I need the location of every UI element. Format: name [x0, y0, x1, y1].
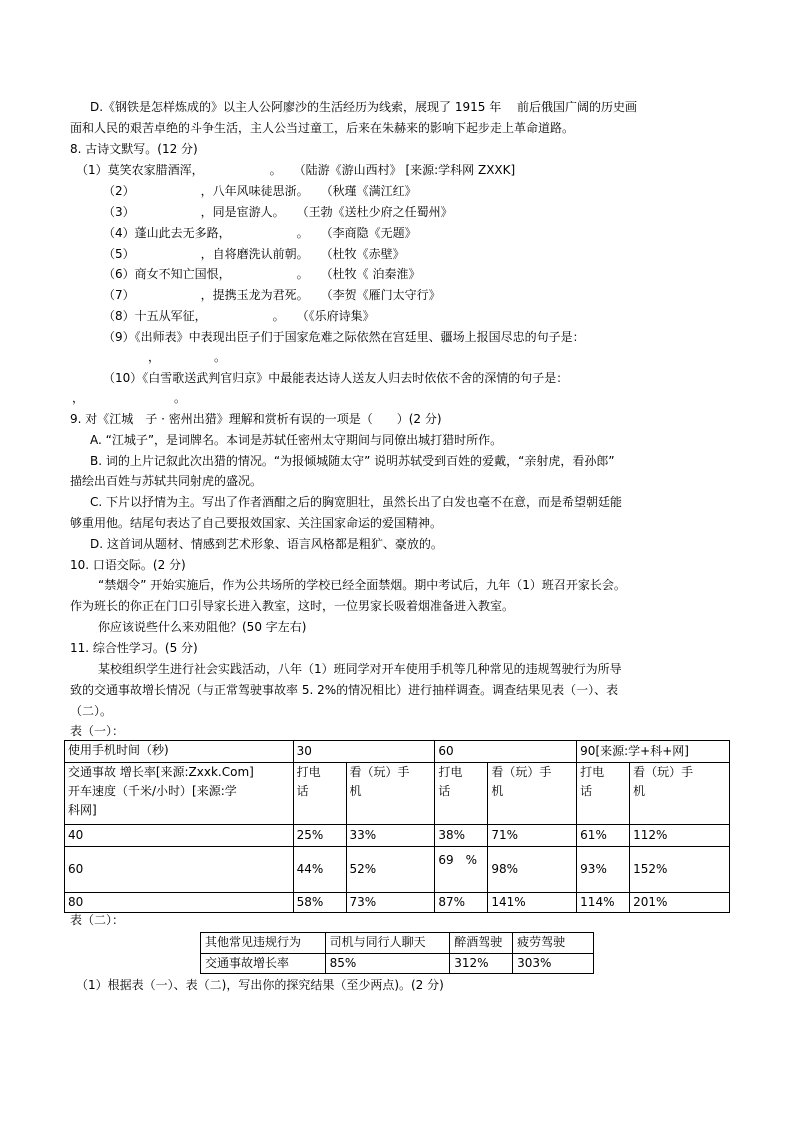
- table-cell: 61%: [577, 825, 630, 847]
- table-2-header-chat: 司机与同行人聊天: [325, 933, 450, 954]
- question-11-sub-1: （1）根据表（一）、表（二)，写出你的探究结果（至少两点)。(2 分): [76, 978, 444, 992]
- option-d-line2: 面和人民的艰苦卓绝的斗争生活，主人公当过童工，后来在朱赫来的影响下起步走上革命道路。: [70, 121, 575, 135]
- question-10-para2: 作为班长的你正在门口引导家长进入教室，这时，一位男家长吸着烟准备进入教室。: [70, 599, 515, 613]
- question-10-prompt: 你应该说些什么来劝阻他？(50 字左右): [98, 620, 307, 634]
- table-1-sub-watch-30: 看（玩）手 机: [346, 763, 435, 825]
- option-d-line1: D.《钢铁是怎样炼成的》以主人公阿廖沙的生活经历为线索，展现了 1915 年 前后俄国广阔的历史画: [90, 100, 638, 114]
- poem-item-10: （10）《白雪歌送武判官归京》中最能表达诗人送友人归去时依依不舍的深情的句子是：: [103, 371, 569, 385]
- question-9-option-b: B. 词的上片记叙此次出猎的情况。“为报倾城随太守” 说明苏轼受到百姓的爱戴，“亲射虎，看孙郎”: [90, 454, 615, 468]
- table-cell: 312%: [450, 954, 513, 974]
- table-cell: 38%: [435, 825, 488, 847]
- table-1-sub-call-60: 打电 话: [435, 763, 488, 825]
- table-cell: 112%: [630, 825, 730, 847]
- question-9-option-c-cont: 够重用他。结尾句表达了自己要报效国家、关注国家命运的爱国精神。: [70, 516, 443, 530]
- table-cell: 98%: [488, 847, 577, 893]
- table-1-speed: 80: [65, 893, 294, 913]
- table-cell: 69 %: [435, 847, 488, 893]
- poem-item-9: （9）《出师表》中表现出臣子们于国家危难之际依然在宫廷里、疆场上报国尽忠的句子是：: [103, 330, 585, 344]
- table-2-row-label: 交通事故增长率: [201, 954, 326, 974]
- poem-item-9-blank: ， 。: [148, 350, 227, 364]
- table-cell: 85%: [325, 954, 450, 974]
- table-cell: 93%: [577, 847, 630, 893]
- table-row: [65, 893, 730, 913]
- question-11-title: 11. 综合性学习。(5 分): [70, 641, 198, 655]
- table-1-speed: 60: [65, 847, 294, 893]
- table-2-header-fatigue: 疲劳驾驶: [513, 933, 594, 954]
- question-11-para2: 致的交通事故增长情况（与正常驾驶事故率 5. 2%的情况相比）进行抽样调查。调查结果见表（一）、表: [70, 683, 619, 697]
- poem-item-3: （3） ，同是宦游人。 （王勃《送杜少府之任蜀州》: [103, 205, 453, 219]
- table-2: [200, 932, 594, 974]
- table-2-header-behavior: 其他常见违规行为: [201, 933, 326, 954]
- table-cell: 52%: [346, 847, 435, 893]
- table-1-corner-time: 使用手机时间（秒): [65, 741, 294, 763]
- question-11-para3: （二）。: [70, 704, 113, 718]
- question-9-option-a: A. “江城子”，是词牌名。本词是苏轼任密州太守期间与同僚出城打猎时所作。: [90, 433, 503, 447]
- table-1: [64, 740, 730, 913]
- question-10-title: 10. 口语交际。(2 分): [70, 558, 186, 572]
- table-cell: 73%: [346, 893, 435, 913]
- table-2-label: 表（二）：: [70, 913, 125, 927]
- poem-item-8: （8）十五从军征， 。 （《乐府诗集》: [103, 309, 375, 323]
- poem-item-5: （5） ，自将磨洗认前朝。 （杜牧《赤壁》: [103, 247, 405, 261]
- table-cell: 44%: [293, 847, 346, 893]
- table-1-sub-call-30: 打电 话: [293, 763, 346, 825]
- poem-item-10-blank: ， 。: [72, 391, 187, 405]
- poem-item-6: （6）商女不知亡国恨， 。 （杜牧《 泊秦淮》: [103, 267, 421, 281]
- poem-item-7: （7） ，提携玉龙为君死。 （李贺《雁门太守行》: [103, 288, 441, 302]
- poem-item-1: （1）莫笑农家腊酒浑， 。 （陆游《游山西村》 [来源:学科网 ZXXK]: [76, 163, 516, 177]
- table-1-speed: 40: [65, 825, 294, 847]
- table-cell: 201%: [630, 893, 730, 913]
- table-2-header-drunk: 醉酒驾驶: [450, 933, 513, 954]
- table-1-time-60: 60: [435, 741, 577, 763]
- table-cell: 25%: [293, 825, 346, 847]
- question-8-title: 8. 古诗文默写。(12 分): [70, 142, 198, 156]
- table-cell: 114%: [577, 893, 630, 913]
- question-9-option-d: D. 这首词从题材、情感到艺术形象、语言风格都是粗犷、豪放的。: [90, 537, 443, 551]
- table-row: [65, 847, 730, 893]
- question-9-option-c: C. 下片以抒情为主。写出了作者酒酣之后的胸宽胆壮，虽然长出了白发也毫不在意，而是希望朝廷能: [90, 495, 623, 509]
- question-11-para1: 某校组织学生进行社会实践活动，八年（1）班同学对开车使用手机等几种常见的违规驾驶行为所导: [98, 662, 622, 676]
- table-cell: 87%: [435, 893, 488, 913]
- table-1-label: 表（一）：: [70, 724, 125, 738]
- poem-item-2: （2） ，八年风味徒思浙。 （秋瑾《满江红》: [103, 184, 417, 198]
- question-10-para1: “禁烟令” 开始实施后，作为公共场所的学校已经全面禁烟。期中考试后，九年（1）班召开家长会。: [98, 578, 626, 592]
- question-9-option-b-cont: 描绘出百姓与苏轼共同射虎的盛况。: [70, 474, 263, 488]
- table-1-sub-watch-60: 看（玩）手 机: [488, 763, 577, 825]
- table-row: [65, 825, 730, 847]
- poem-item-4: （4）蓬山此去无多路， 。 （李商隐《无题》: [103, 226, 417, 240]
- table-1-sub-watch-90: 看（玩）手 机: [630, 763, 730, 825]
- table-cell: 33%: [346, 825, 435, 847]
- table-cell: 141%: [488, 893, 577, 913]
- table-cell: 58%: [293, 893, 346, 913]
- table-1-sub-call-90: 打电 话: [577, 763, 630, 825]
- table-cell: 152%: [630, 847, 730, 893]
- table-1-time-90: 90[来源:学+科+网]: [577, 741, 730, 763]
- table-1-corner-rows: 交通事故 增长率[来源:Zxxk.Com] 开车速度（千米/小时）[来源:学 科网]: [65, 763, 294, 825]
- question-9-title: 9. 对《江城 子 · 密州出猎》理解和赏析有误的一项是（ ）(2 分): [70, 412, 442, 426]
- table-1-time-30: 30: [293, 741, 435, 763]
- table-cell: 71%: [488, 825, 577, 847]
- table-row: [201, 954, 594, 974]
- table-cell: 303%: [513, 954, 594, 974]
